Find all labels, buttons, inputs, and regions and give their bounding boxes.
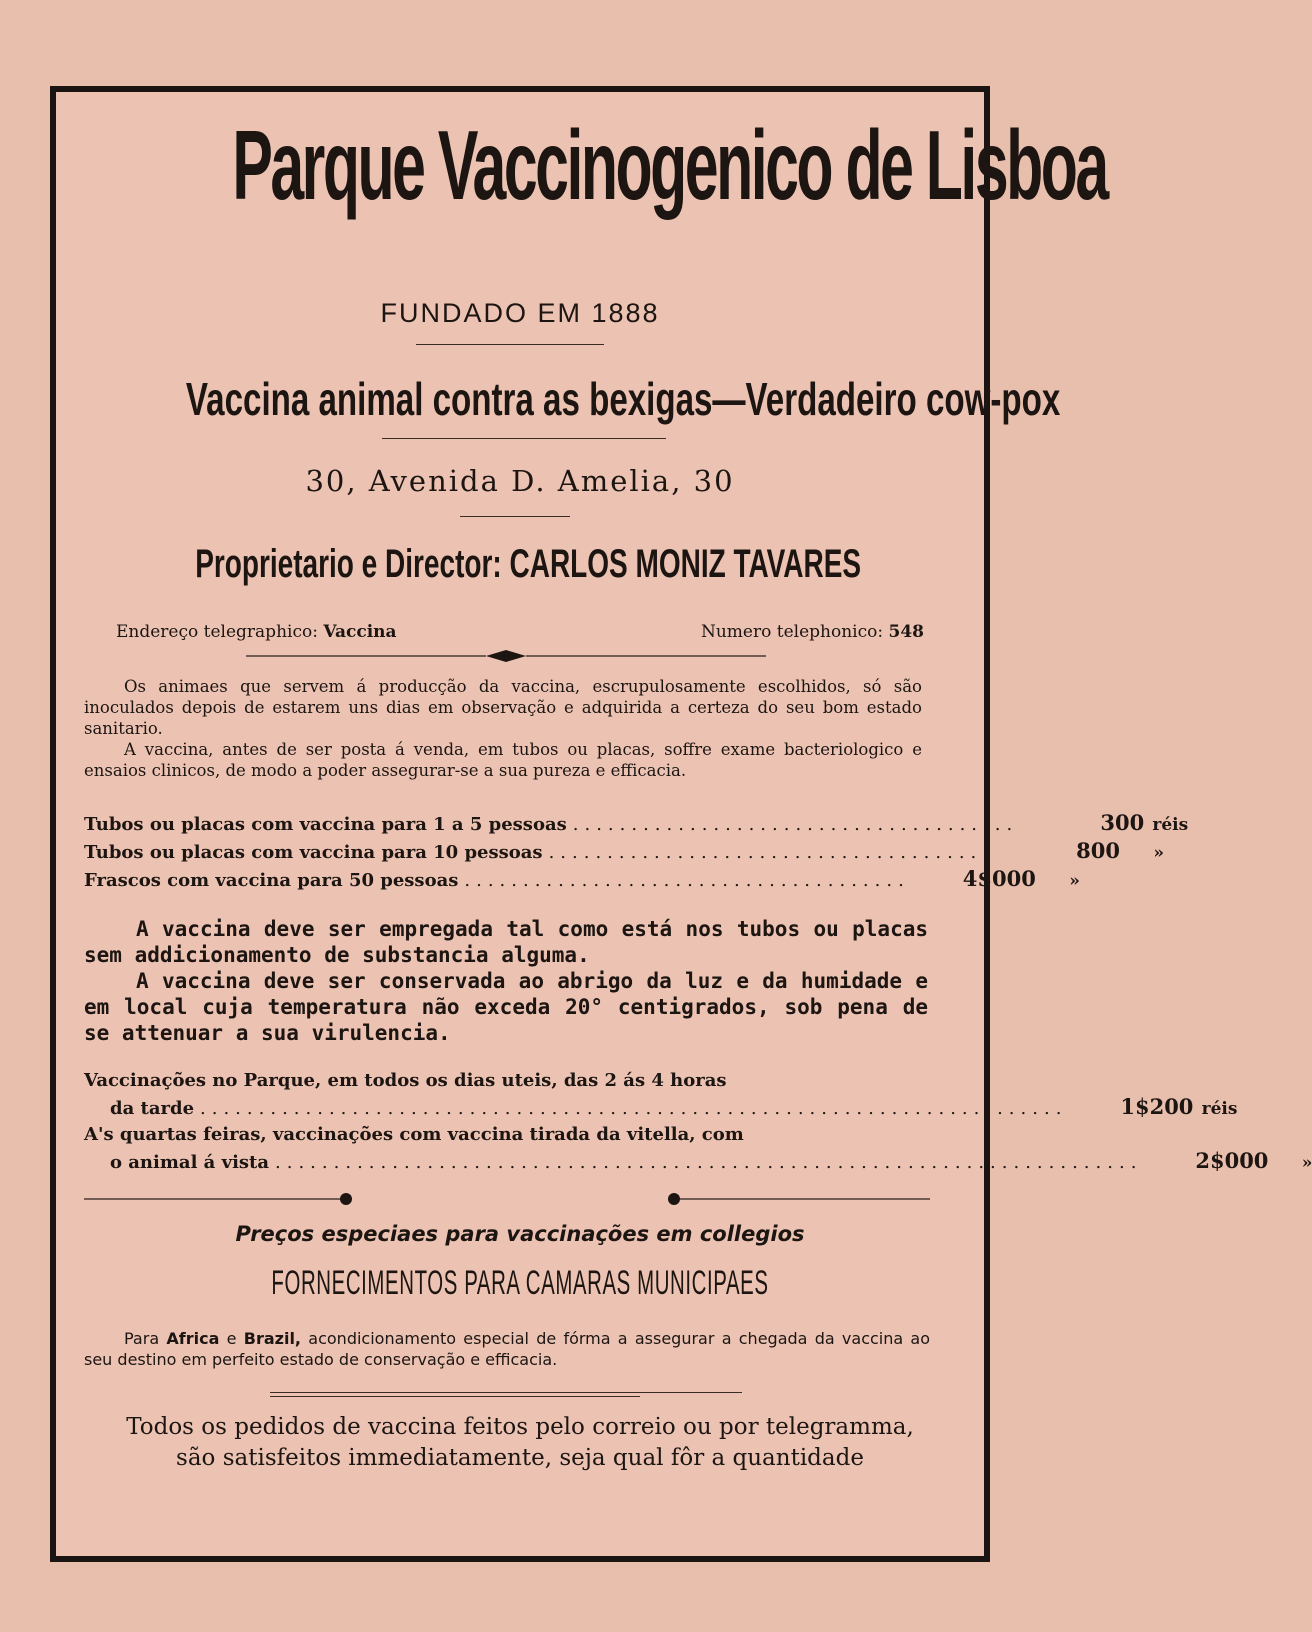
- divider: [270, 1392, 742, 1393]
- diamond-ornament-icon: [246, 648, 766, 664]
- usage-note: A vaccina deve ser conservada ao abrigo da luz e da humidade e em local cuja temperatura não exceda 20° centigrados, sob pena de se attenuar a sua virulencia.: [84, 969, 928, 1045]
- advertisement-frame: [50, 86, 1312, 1562]
- vaccination-label: o animal á vista: [110, 1152, 270, 1173]
- export-note: Para Africa e Brazil, acondicionamento especial de fórma a assegurar a chegada da vaccina ao seu destino em perfeito estado de conservação e efficacia.: [84, 1329, 931, 1369]
- proprietor: Proprietario e Director: CARLOS MONIZ TAVARES: [195, 542, 862, 586]
- price-amount: 800: [1076, 838, 1120, 863]
- price-amount: 300: [1100, 810, 1145, 835]
- price-row: o animal á vista .......................................................................... 2$000 »: [84, 1148, 928, 1176]
- africa: Africa: [166, 1329, 220, 1348]
- price-amount: 2$000: [1195, 1148, 1269, 1173]
- price-label: Tubos ou placas com vaccina para 10 pessoas: [84, 842, 543, 863]
- divider: [270, 1396, 640, 1397]
- vaccination-prices: [84, 1068, 1312, 1176]
- headline: Vaccina animal contra as bexigas—Verdadeiro cow-pox: [185, 373, 1061, 425]
- intro-paragraph: A vaccina, antes de ser posta á venda, em tubos ou placas, soffre exame bacteriologico e ensaios clinicos, de modo a poder assegurar-se a sua pureza e efficacia.: [84, 740, 922, 780]
- founded-year: FUNDADO EM 1888: [380, 298, 660, 328]
- dot-divider-icon: [84, 1192, 930, 1206]
- price-label: Tubos ou placas com vaccina para 1 a 5 pessoas: [84, 814, 567, 835]
- price-row: Tubos ou placas com vaccina para 10 pessoas ...................................... 800 »: [84, 838, 928, 866]
- telegraph-value: Vaccina: [323, 622, 397, 642]
- phone-label: Numero telephonico:: [700, 622, 884, 642]
- intro-paragraph: Os animaes que servem á producção da vaccina, escrupulosamente escolhidos, só são inoculados depois de estarem uns dias em observação e adquirida a certeza do seu bom estado sanitario.: [84, 677, 922, 738]
- price-unit: »: [1069, 871, 1080, 891]
- orders-line: são satisfeitos immediatamente, seja qual fôr a quantidade: [176, 1445, 864, 1471]
- special-prices: Preços especiaes para vaccinações em collegios: [235, 1222, 805, 1246]
- vaccination-label: A's quartas feiras, vaccinações com vaccina tirada da vitella, com: [84, 1124, 744, 1145]
- price-amount: 1$200: [1120, 1094, 1194, 1119]
- telephone-number: [701, 622, 924, 642]
- price-row: da tarde .......................................................................... 1$200 réis: [84, 1094, 928, 1122]
- divider: [416, 344, 604, 345]
- price-amount: 4$000: [962, 866, 1036, 891]
- price-label: Frascos com vaccina para 50 pessoas: [84, 870, 459, 891]
- price-unit: réis: [1201, 1099, 1238, 1119]
- usage-note: A vaccina deve ser empregada tal como está nos tubos ou placas sem addicionamento de substancia alguma.: [84, 917, 928, 967]
- telegraph-address: [116, 622, 397, 642]
- divider: [460, 516, 570, 517]
- address: 30, Avenida D. Amelia, 30: [305, 464, 735, 498]
- municipal-supplies: FORNECIMENTOS PARA CAMARAS MUNICIPAES: [271, 1264, 769, 1302]
- telegraph-label: Endereço telegraphico:: [116, 622, 318, 642]
- usage-notes: [84, 916, 928, 1046]
- price-unit: »: [1153, 843, 1164, 863]
- price-row: Tubos ou placas com vaccina para 1 a 5 pessoas ...................................... 300 réis: [84, 810, 928, 838]
- price-unit: »: [1301, 1153, 1312, 1173]
- page-title: Parque Vaccinogenico de Lisboa: [232, 110, 1107, 220]
- brazil: Brazil,: [243, 1329, 302, 1348]
- orders-note: [56, 1412, 984, 1474]
- divider: [382, 438, 666, 439]
- price-row: Frascos com vaccina para 50 pessoas ...................................... 4$000 »: [84, 866, 928, 894]
- vaccination-label: Vaccinações no Parque, em todos os dias uteis, das 2 ás 4 horas: [84, 1070, 727, 1091]
- intro-text: [84, 676, 922, 781]
- vaccination-label: da tarde: [110, 1098, 195, 1119]
- price-unit: réis: [1152, 815, 1189, 835]
- price-list: [84, 810, 1189, 894]
- orders-line: Todos os pedidos de vaccina feitos pelo correio ou por telegramma,: [126, 1414, 914, 1440]
- phone-value: 548: [888, 622, 924, 642]
